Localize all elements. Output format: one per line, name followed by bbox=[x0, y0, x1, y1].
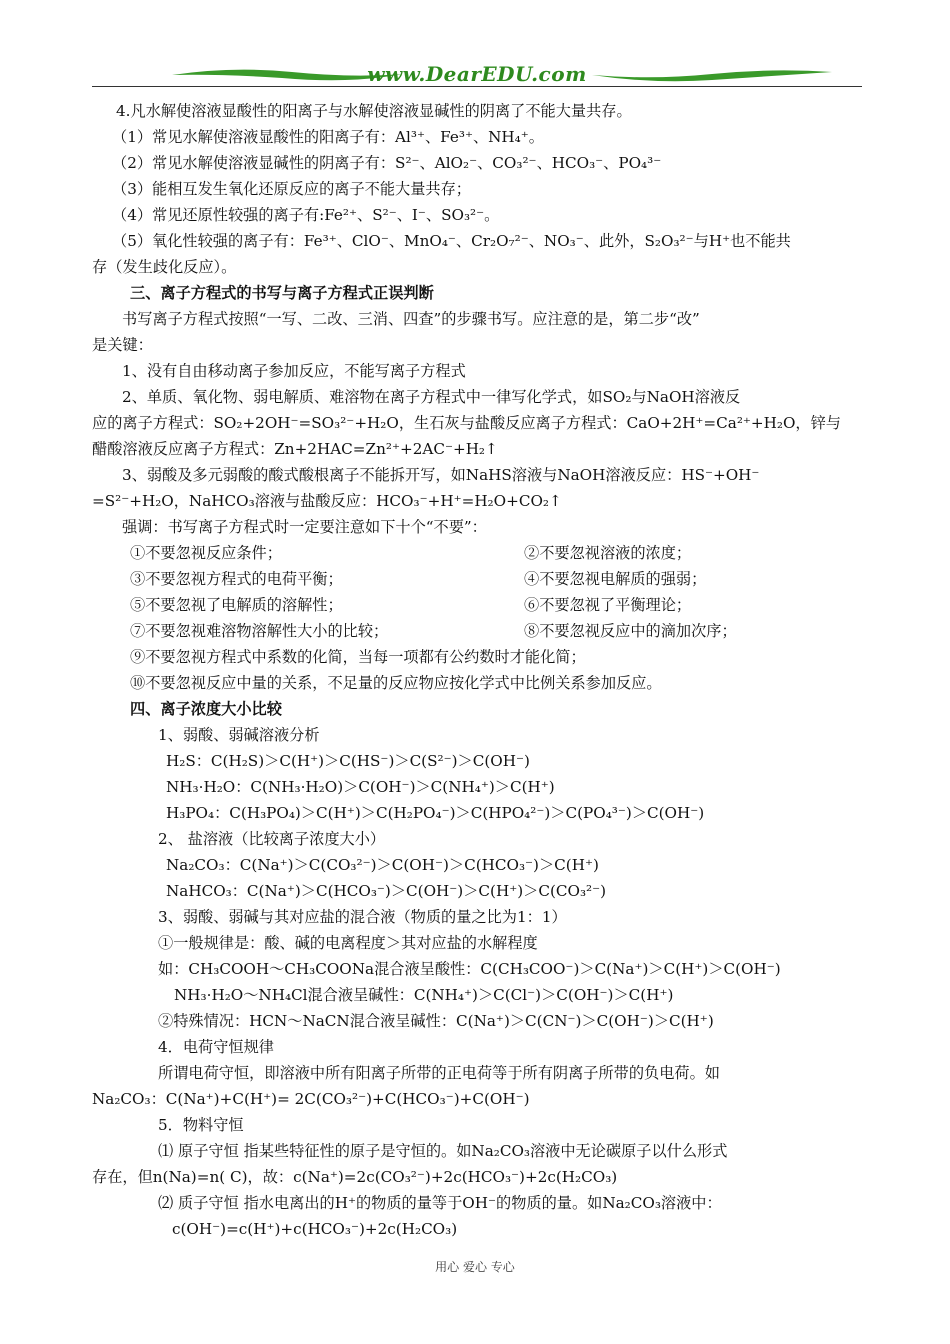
formula-line: H₃PO₄：C(H₃PO₄)＞C(H⁺)＞C(H₂PO₄⁻)＞C(HPO₄²⁻)＞C(PO₄³⁻)＞C(OH⁻) bbox=[166, 804, 705, 822]
text-line: 应的离子方程式：SO₂+2OH⁻=SO₃²⁻+H₂O，生石灰与盐酸反应离子方程式：CaO+2H⁺=Ca²⁺+H₂O，锌与 bbox=[92, 414, 841, 432]
text-line: （3）能相互发生氧化还原反应的离子不能大量共存； bbox=[112, 180, 471, 198]
right-swoosh-decoration bbox=[592, 66, 832, 84]
rule-item: ⑧不要忽视反应中的滴加次序； bbox=[524, 622, 737, 640]
text-line: 所谓电荷守恒，即溶液中所有阳离子所带的正电荷等于所有阴离子所带的负电荷。如 bbox=[158, 1064, 720, 1082]
formula-line: NH₃·H₂O～NH₄Cl混合液呈碱性：C(NH₄⁺)＞C(Cl⁻)＞C(OH⁻)＞C(H⁺) bbox=[174, 986, 674, 1004]
formula-line: Na₂CO₃：C(Na⁺)+C(H⁺)= 2C(CO₃²⁻)+C(HCO₃⁻)+C(OH⁻) bbox=[92, 1090, 530, 1108]
rule-item: ②不要忽视溶液的浓度； bbox=[524, 544, 692, 562]
text-line: 书写离子方程式按照“一写、二改、三消、四查”的步骤书写。应注意的是，第二步“改” bbox=[122, 310, 700, 328]
text-line: 1、弱酸、弱碱溶液分析 bbox=[158, 726, 320, 744]
text-line: （4）常见还原性较强的离子有:Fe²⁺、S²⁻、I⁻、SO₃²⁻。 bbox=[112, 206, 500, 224]
text-line: （5）氧化性较强的离子有：Fe³⁺、ClO⁻、MnO₄⁻、Cr₂O₇²⁻、NO₃⁻、此外，S₂O₃²⁻与H⁺也不能共 bbox=[112, 232, 791, 250]
text-line: 2、单质、氧化物、弱电解质、难溶物在离子方程式中一律写化学式，如SO₂与NaOH溶液反 bbox=[122, 388, 741, 406]
formula-line: NaHCO₃：C(Na⁺)＞C(HCO₃⁻)＞C(OH⁻)＞C(H⁺)＞C(CO₃²⁻) bbox=[166, 882, 607, 900]
formula-line: c(OH⁻)=c(H⁺)+c(HCO₃⁻)+2c(H₂CO₃) bbox=[172, 1220, 458, 1238]
formula-line: 存在，但n(Na)=n( C)，故：c(Na⁺)=2c(CO₃²⁻)+2c(HCO₃⁻)+2c(H₂CO₃) bbox=[92, 1168, 618, 1186]
formula-line: NH₃·H₂O：C(NH₃·H₂O)＞C(OH⁻)＞C(NH₄⁺)＞C(H⁺) bbox=[166, 778, 555, 796]
site-logo: www.DearEDU.com bbox=[367, 62, 587, 86]
rule-item: ⑩不要忽视反应中量的关系，不足量的反应物应按化学式中比例关系参加反应。 bbox=[130, 674, 662, 692]
rule-item: ⑦不要忽视难溶物溶解性大小的比较； bbox=[130, 622, 389, 640]
text-line: 存（发生歧化反应）。 bbox=[92, 258, 237, 276]
header-rule bbox=[92, 86, 862, 87]
rule-item: ⑤不要忽视了电解质的溶解性； bbox=[130, 596, 343, 614]
text-line: 1、没有自由移动离子参加反应，不能写离子方程式 bbox=[122, 362, 466, 380]
text-line: 是关键： bbox=[92, 336, 153, 354]
page-footer: 用心 爱心 专心 bbox=[435, 1260, 515, 1274]
text-line: 3、弱酸、弱碱与其对应盐的混合液（物质的量之比为1：1） bbox=[158, 908, 567, 926]
text-line: 4．电荷守恒规律 bbox=[158, 1038, 274, 1056]
text-line: 4.凡水解使溶液显酸性的阳离子与水解使溶液显碱性的阴离了不能大量共存。 bbox=[116, 102, 632, 120]
text-line: ①一般规律是：酸、碱的电离程度＞其对应盐的水解程度 bbox=[158, 934, 538, 952]
text-line: =S²⁻+H₂O，NaHCO₃溶液与盐酸反应：HCO₃⁻+H⁺=H₂O+CO₂↑ bbox=[92, 492, 562, 510]
text-line: （1）常见水解使溶液显酸性的阳离子有：Al³⁺、Fe³⁺、NH₄⁺。 bbox=[112, 128, 544, 146]
formula-line: H₂S：C(H₂S)＞C(H⁺)＞C(HS⁻)＞C(S²⁻)＞C(OH⁻) bbox=[166, 752, 530, 770]
section-heading: 四、离子浓度大小比较 bbox=[130, 700, 282, 718]
text-line: 2、 盐溶液（比较离子浓度大小） bbox=[158, 830, 386, 848]
text-line: 5．物料守恒 bbox=[158, 1116, 244, 1134]
section-heading: 三、离子方程式的书写与离子方程式正误判断 bbox=[130, 284, 434, 302]
formula-line: 如：CH₃COOH～CH₃COONa混合液呈酸性：C(CH₃COO⁻)＞C(Na⁺)＞C(H⁺)＞C(OH⁻) bbox=[158, 960, 781, 978]
text-line: （2）常见水解使溶液显碱性的阴离子有：S²⁻、AlO₂⁻、CO₃²⁻、HCO₃⁻、PO₄³⁻ bbox=[112, 154, 662, 172]
formula-line: ②特殊情况：HCN～NaCN混合液呈碱性：C(Na⁺)＞C(CN⁻)＞C(OH⁻)＞C(H⁺) bbox=[158, 1012, 714, 1030]
text-line: ⑵ 质子守恒 指水电离出的H⁺的物质的量等于OH⁻的物质的量。如Na₂CO₃溶液中： bbox=[158, 1194, 722, 1212]
text-line: ⑴ 原子守恒 指某些特征性的原子是守恒的。如Na₂CO₃溶液中无论碳原子以什么形式 bbox=[158, 1142, 728, 1160]
formula-line: Na₂CO₃：C(Na⁺)＞C(CO₃²⁻)＞C(OH⁻)＞C(HCO₃⁻)＞C(H⁺) bbox=[166, 856, 599, 874]
rule-item: ⑥不要忽视了平衡理论； bbox=[524, 596, 692, 614]
rule-item: ③不要忽视方程式的电荷平衡； bbox=[130, 570, 343, 588]
text-line: 3、弱酸及多元弱酸的酸式酸根离子不能拆开写，如NaHS溶液与NaOH溶液反应：HS⁻+OH⁻ bbox=[122, 466, 760, 484]
rule-item: ①不要忽视反应条件； bbox=[130, 544, 282, 562]
text-line: 醋酸溶液反应离子方程式：Zn+2HAC=Zn²⁺+2AC⁻+H₂↑ bbox=[92, 440, 498, 458]
rule-item: ⑨不要忽视方程式中系数的化简，当每一项都有公约数时才能化简； bbox=[130, 648, 586, 666]
rule-item: ④不要忽视电解质的强弱； bbox=[524, 570, 707, 588]
text-line: 强调：书写离子方程式时一定要注意如下十个“不要”： bbox=[122, 518, 487, 536]
page-header bbox=[92, 60, 862, 90]
